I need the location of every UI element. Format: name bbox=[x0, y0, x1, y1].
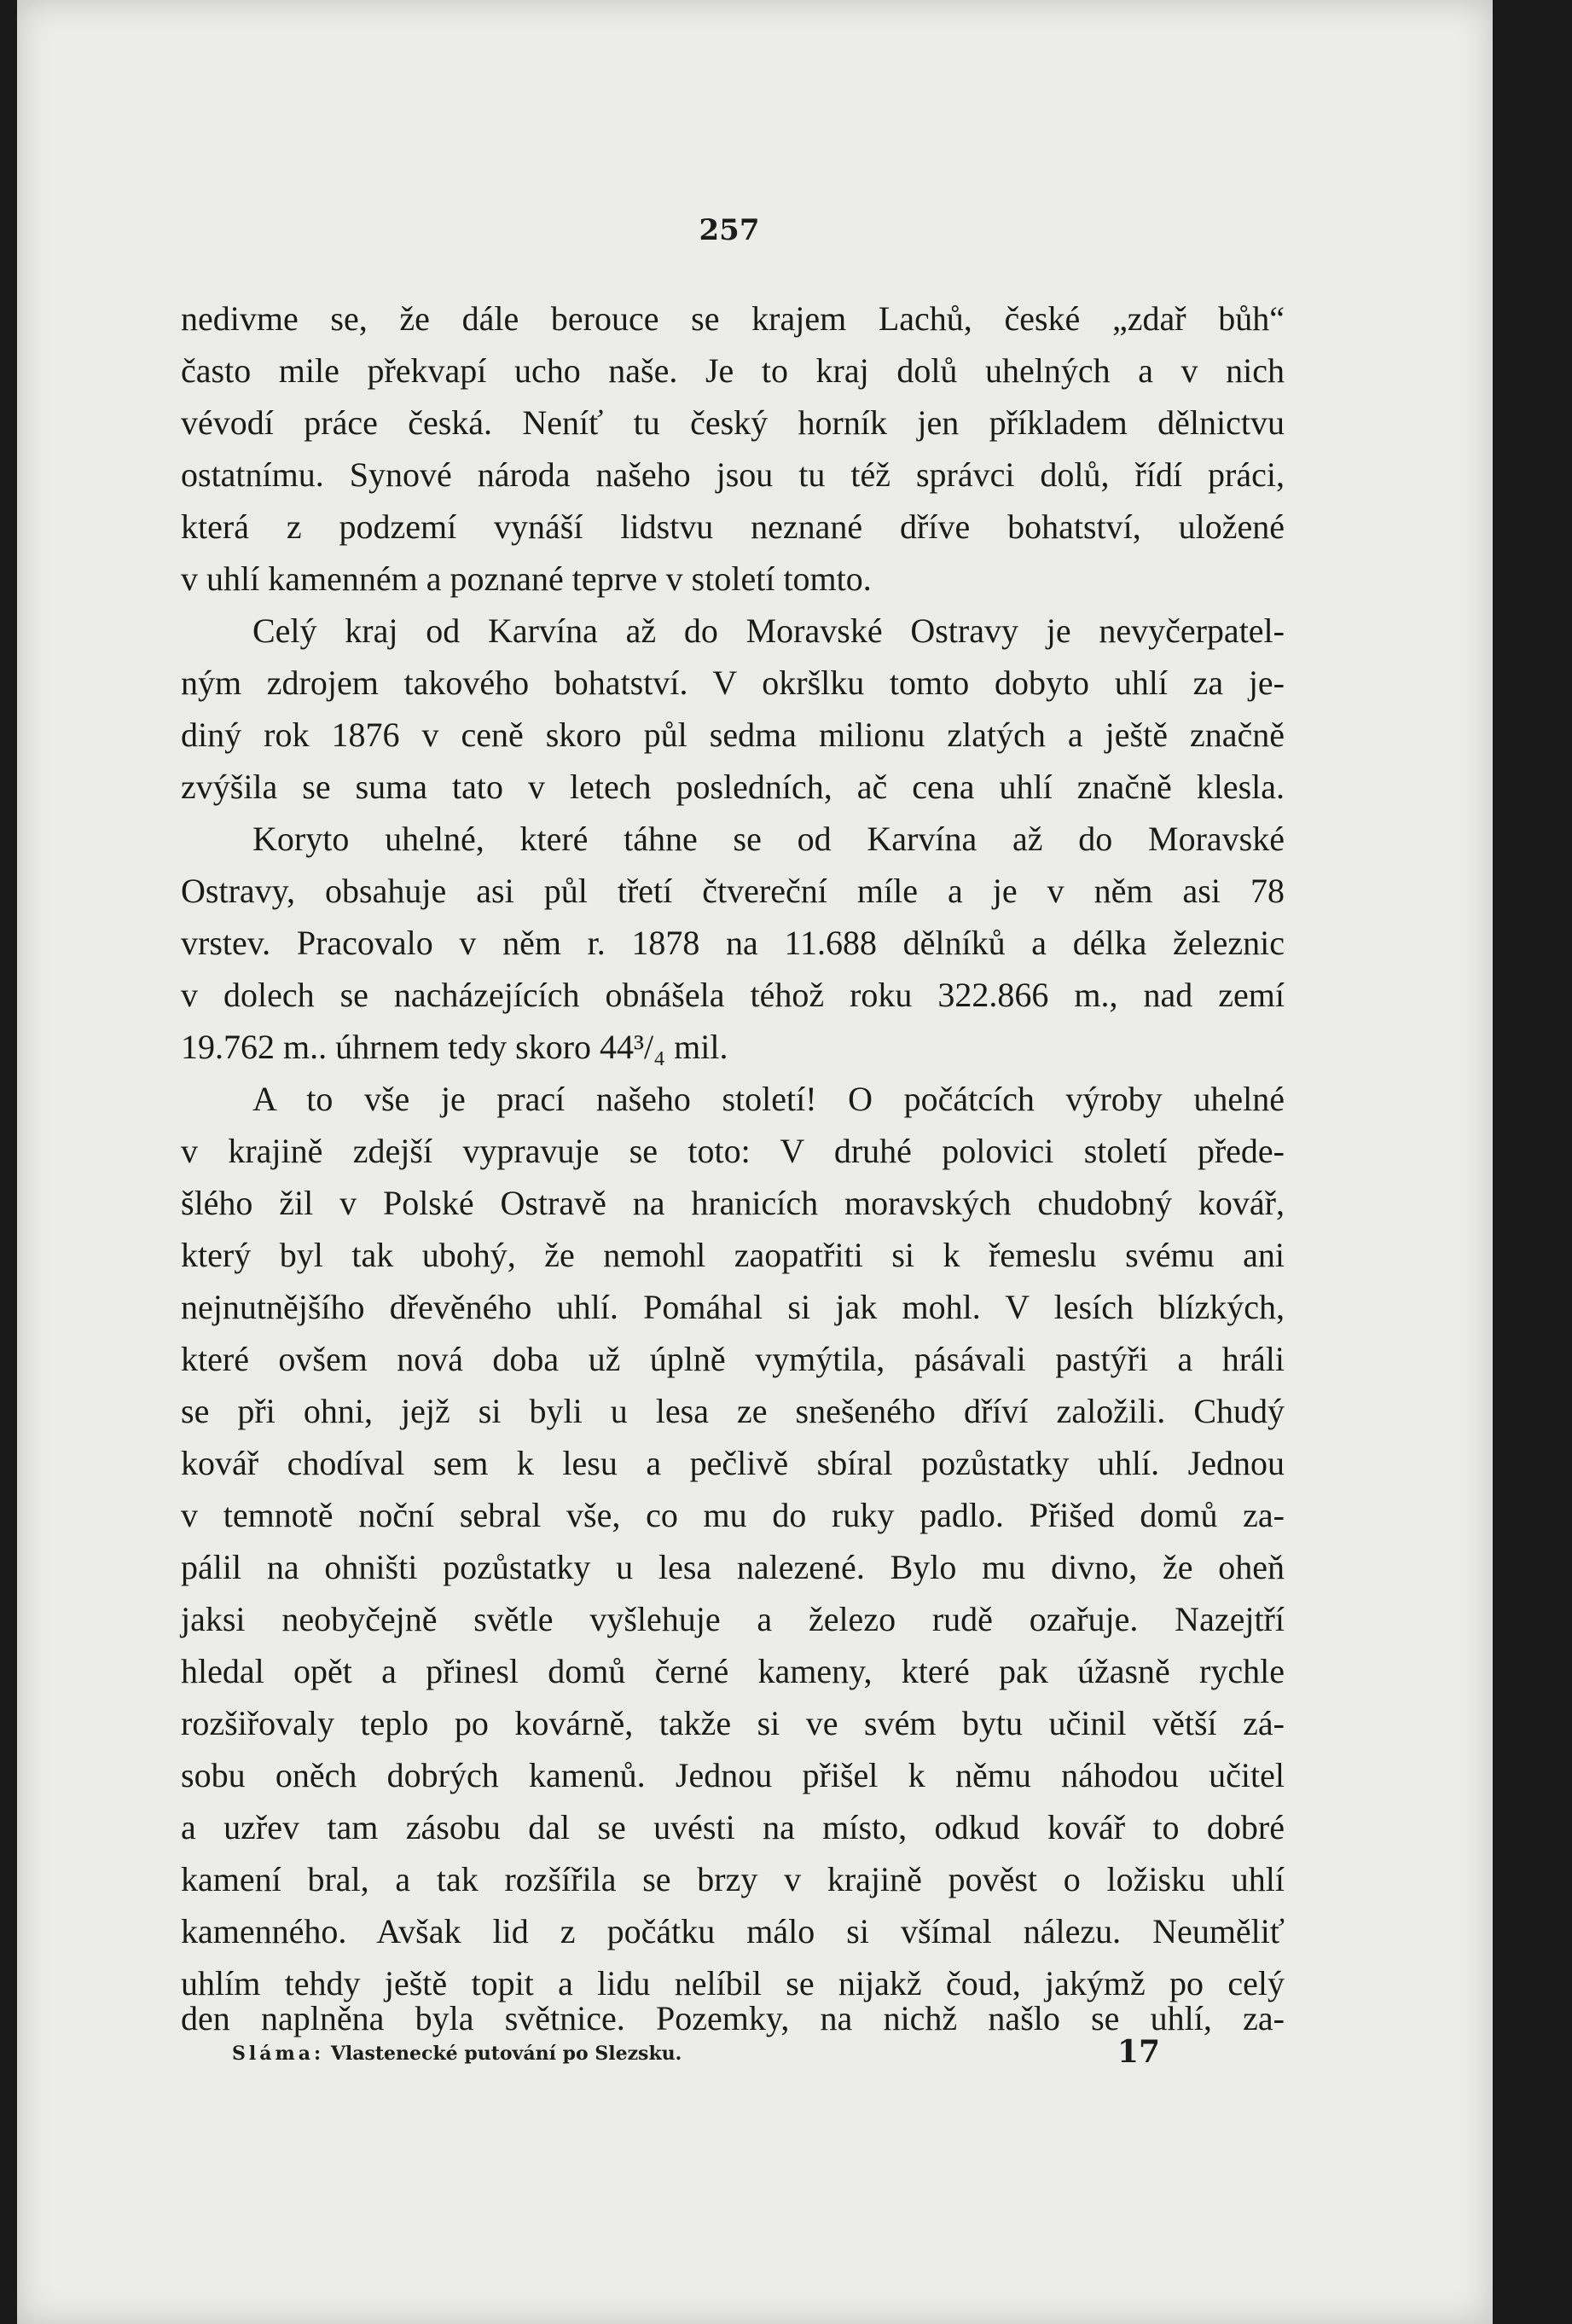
text-line: nejnutnějšího dřevěného uhlí. Pomáhal si jak mohl. V lesích blízkých, bbox=[181, 1288, 1285, 1326]
text-line: v uhlí kamenném a poznané teprve v století tomto. bbox=[181, 559, 872, 598]
text-line: v krajině zdejší vypravuje se toto: V druhé polovici století přede- bbox=[181, 1132, 1285, 1170]
text-line: zvýšila se suma tato v letech posledních, ač cena uhlí značně klesla. bbox=[181, 768, 1285, 806]
text-line: kamení bral, a tak rozšířila se brzy v krajině pověst o ložisku uhlí bbox=[181, 1860, 1285, 1898]
text-line: diný rok 1876 v ceně skoro půl sedma milionu zlatých a ještě značně bbox=[181, 716, 1285, 754]
text-line: v temnotě noční sebral vše, co mu do ruky padlo. Přišed domů za- bbox=[181, 1496, 1285, 1534]
text-line: hledal opět a přinesl domů černé kameny, které pak úžasně rychle bbox=[181, 1652, 1285, 1690]
text-line: den naplněna byla světnice. Pozemky, na nichž našlo se uhlí, za- bbox=[181, 1999, 1285, 2037]
text-line: která z podzemí vynáší lidstvu neznané dříve bohatství, uložené bbox=[181, 507, 1285, 546]
text-line: ostatnímu. Synové národa našeho jsou tu též správci dolů, řídí práci, bbox=[181, 455, 1285, 494]
text-line: a uzřev tam zásobu dal se uvésti na místo, odkud kovář to dobré bbox=[181, 1808, 1285, 1846]
text-line: nedivme se, že dále berouce se krajem Lachů, české „zdař bůh“ bbox=[181, 299, 1285, 338]
text-line: A to vše je prací našeho století! O počátcích výroby uhelné bbox=[252, 1080, 1285, 1118]
text-line: Ostravy, obsahuje asi půl třetí čtvereční míle a je v něm asi 78 bbox=[181, 872, 1285, 910]
signature-mark: 17 bbox=[1117, 2034, 1161, 2070]
text-line: 19.762 m.. úhrnem tedy skoro 44³/₄ mil. bbox=[181, 1028, 728, 1066]
text-line: ným zdrojem takového bohatství. V okršlku tomto dobyto uhlí za je- bbox=[181, 664, 1285, 702]
text-line: Koryto uhelné, které táhne se od Karvína až do Moravské bbox=[252, 820, 1285, 858]
footer-author: Sláma: bbox=[232, 2043, 325, 2065]
text-line: v dolech se nacházejících obnášela téhož roku 322.866 m., nad zemí bbox=[181, 976, 1285, 1014]
text-line: kamenného. Avšak lid z počátku málo si všímal nálezu. Neuměliť bbox=[181, 1912, 1285, 1950]
footer-citation bbox=[232, 2043, 682, 2065]
text-line: uhlím tehdy ještě topit a lidu nelíbil se nijakž čoud, jakýmž po celý bbox=[181, 1964, 1285, 2002]
text-line: vévodí práce česká. Neníť tu český horník jen příkladem dělnictvu bbox=[181, 403, 1285, 442]
text-line: vrstev. Pracovalo v něm r. 1878 na 11.688 dělníků a délka železnic bbox=[181, 924, 1285, 962]
footer-title: Vlastenecké putování po Slezsku. bbox=[330, 2043, 682, 2065]
text-line: šlého žil v Polské Ostravě na hranicích moravských chudobný kovář, bbox=[181, 1184, 1285, 1222]
text-line: jaksi neobyčejně světle vyšlehuje a železo rudě ozařuje. Nazejtří bbox=[181, 1600, 1285, 1638]
text-line: pálil na ohništi pozůstatky u lesa nalezené. Bylo mu divno, že oheň bbox=[181, 1548, 1285, 1586]
text-line: kovář chodíval sem k lesu a pečlivě sbíral pozůstatky uhlí. Jednou bbox=[181, 1444, 1285, 1482]
text-line: rozšiřovaly teplo po kovárně, takže si ve svém bytu učinil větší zá- bbox=[181, 1704, 1285, 1742]
text-line: se při ohni, jejž si byli u lesa ze snešeného dříví založili. Chudý bbox=[181, 1392, 1285, 1430]
text-line: Celý kraj od Karvína až do Moravské Ostravy je nevyčerpatel- bbox=[252, 611, 1285, 650]
text-line: sobu oněch dobrých kamenů. Jednou přišel k němu náhodou učitel bbox=[181, 1756, 1285, 1794]
book-page bbox=[17, 0, 1493, 2324]
text-line: které ovšem nová doba už úplně vymýtila, pásávali pastýři a hráli bbox=[181, 1340, 1285, 1378]
text-line: často mile překvapí ucho naše. Je to kraj dolů uhelných a v nich bbox=[181, 351, 1285, 390]
text-line: který byl tak ubohý, že nemohl zaopatřiti si k řemeslu svému ani bbox=[181, 1236, 1285, 1274]
page-number: 257 bbox=[699, 213, 760, 247]
